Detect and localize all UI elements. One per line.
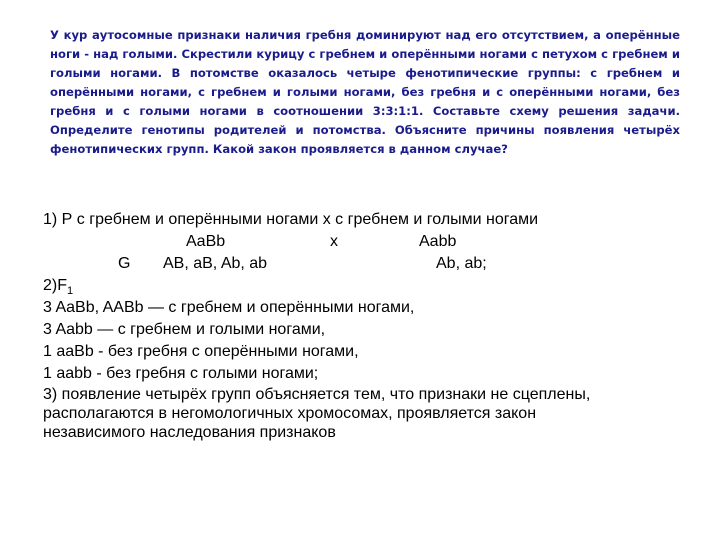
solution-block [43, 209, 693, 442]
step1-line: 1) Р с гребнем и оперёнными ногами х с гребнем и голыми ногами [43, 211, 539, 228]
gametes-line [43, 253, 693, 275]
offspring-line: 1 aabb - без гребня с голыми ногами; [43, 365, 319, 382]
step3-line: располагаются в негомологичных хромосомах, проявляется закон [43, 405, 537, 422]
male-genotype: Aabb [419, 233, 457, 250]
step3-line: 3) появление четырёх групп объясняется тем, что признаки не сцеплены, [43, 386, 591, 403]
gametes-label: G [118, 255, 131, 272]
offspring-line: 3 Aabb — с гребнем и голыми ногами, [43, 321, 326, 338]
female-gametes: AB, aB, Ab, ab [163, 255, 268, 272]
cross-sign: х [330, 233, 338, 250]
offspring-line: 3 AaBb, AABb — с гребнем и оперёнными ногами, [43, 299, 415, 316]
f1-subscript: 1 [67, 285, 74, 297]
female-genotype: AaBb [186, 233, 226, 250]
male-gametes: Ab, ab; [436, 255, 487, 272]
offspring-line: 1 aaBb - без гребня с оперёнными ногами, [43, 343, 359, 360]
step2-label: 2)F [43, 277, 67, 294]
parents-line [43, 231, 693, 253]
step3-line: независимого наследования признаков [43, 424, 336, 441]
step2-heading [43, 275, 693, 297]
task-text: У кур аутосомные признаки наличия гребня доминируют над его отсутствием, а оперённые ноги - над голыми. Скрестили курицу с гребнем и оперёнными ногами с петухом с гребнем и голыми ногами. В потомстве оказалось четыре фенотипические группы: с гребнем и оперёнными ногами, с гребнем и голыми ногами, без гребня и с оперёнными ногами, без гребня и с голыми ногами в соотношении 3:3:1:1. Составьте схему решения задачи. Определите генотипы родителей и потомства. Объясните причины появления четырёх фенотипических групп. Какой закон проявляется в данном случае? [50, 28, 680, 156]
